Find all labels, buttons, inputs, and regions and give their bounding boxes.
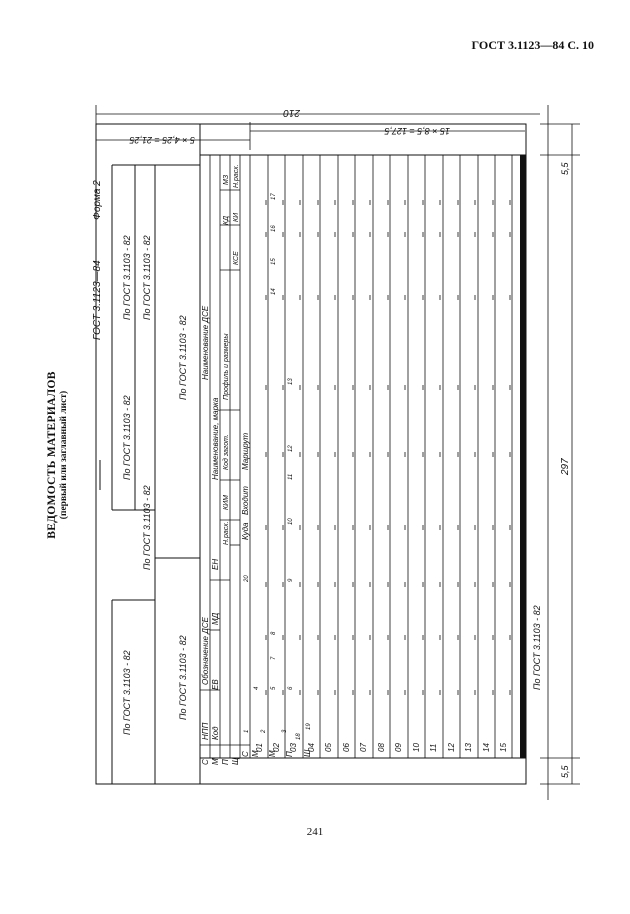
- form-label: Форма 2: [92, 180, 103, 220]
- hdr-ev: ЕВ: [211, 679, 220, 690]
- row-number: 11: [429, 743, 438, 752]
- form-outer-frame: [96, 124, 526, 784]
- hdr-md: МД: [211, 612, 220, 625]
- hdr-kd: КД: [223, 215, 230, 225]
- column-number: 4: [254, 686, 260, 690]
- form-texts: [92, 107, 571, 778]
- row-number: 05: [324, 743, 333, 752]
- row-marker: Щ: [231, 757, 240, 765]
- hdr-kim: КИМ: [223, 495, 230, 510]
- hdr-kse: КСЕ: [233, 251, 240, 265]
- column-number: 9: [288, 578, 294, 582]
- dim-55-bottom: 5,5: [560, 765, 570, 778]
- title-main: ВЕДОМОСТЬ МАТЕРИАЛОВ: [45, 371, 58, 539]
- column-numbers: [244, 193, 312, 740]
- column-number: 8: [271, 631, 277, 635]
- hdr-kod: Код: [211, 726, 220, 740]
- dim-297: 297: [560, 458, 571, 475]
- ref-text-1: По ГОСТ 3.1103 - 82: [122, 235, 132, 320]
- column-number: 3: [282, 729, 288, 733]
- row-number: 12: [447, 743, 456, 752]
- row-number: 02: [272, 743, 281, 752]
- hdr-naim-dse: Наименование ДСЕ: [201, 305, 210, 380]
- column-number: 18: [296, 733, 302, 740]
- column-number: 1: [244, 729, 250, 733]
- title-sub: (первый или заглавный лист): [59, 390, 70, 520]
- column-number: 6: [288, 686, 294, 690]
- hdr-npp: НПП: [201, 722, 210, 740]
- row-marker: М: [251, 750, 260, 757]
- row-number: 04: [307, 743, 316, 752]
- ref-text-8: По ГОСТ 3.1103 - 82: [142, 235, 152, 320]
- column-number: 15: [271, 258, 277, 265]
- ref-text-7: По ГОСТ 3.1103 - 82: [532, 605, 542, 690]
- row-number: 06: [342, 743, 351, 752]
- hdr-marshrut: Маршрут: [241, 432, 250, 470]
- hdr-mz: МЗ: [223, 174, 230, 185]
- page-header: ГОСТ 3.1123—84 С. 10: [471, 38, 594, 52]
- dim-right: 15 × 8,5 = 127,5: [384, 126, 450, 136]
- row-number: 01: [255, 743, 264, 752]
- ref-text-2: По ГОСТ 3.1103 - 82: [122, 395, 132, 480]
- ref-text-3: По ГОСТ 3.1103 - 82: [142, 485, 152, 570]
- row-number: 03: [289, 743, 298, 752]
- row-number: 08: [377, 743, 386, 752]
- row-numbers: [255, 743, 508, 752]
- ref-text-5: По ГОСТ 3.1103 - 82: [178, 315, 188, 400]
- row-number: 09: [394, 743, 403, 752]
- column-number: 19: [306, 723, 312, 730]
- row-number: 14: [482, 743, 491, 752]
- column-number: 13: [288, 378, 294, 385]
- column-number: 12: [288, 445, 294, 452]
- row-marker: П: [221, 759, 230, 765]
- hdr-profil: Профиль и размеры: [223, 333, 230, 400]
- row-marker: С: [241, 751, 250, 757]
- hdr-en: ЕН: [211, 558, 220, 570]
- dim-left: 5 × 4,25 = 21,25: [129, 135, 195, 145]
- hdr-kuda: Куда: [241, 522, 250, 540]
- row-marker: С: [201, 759, 210, 765]
- row-number: 07: [359, 743, 368, 752]
- row-number: 15: [499, 743, 508, 752]
- row-marker: М: [211, 758, 220, 765]
- gost-title: ГОСТ 3.1123—84: [92, 260, 103, 340]
- column-number: 5: [271, 686, 277, 690]
- ref-text-4: По ГОСТ 3.1103 - 82: [122, 650, 132, 735]
- row-marker: П: [285, 751, 294, 757]
- form-right-border: [520, 155, 526, 758]
- dim-210: 210: [283, 107, 300, 118]
- row-marker: М: [268, 750, 277, 757]
- dim-55-top: 5,5: [560, 162, 570, 175]
- column-number: 11: [288, 473, 294, 480]
- row-number: 10: [412, 743, 421, 752]
- hdr-ki: КИ: [233, 212, 240, 222]
- ref-text-6: По ГОСТ 3.1103 - 82: [178, 635, 188, 720]
- column-number: 7: [271, 656, 277, 660]
- hdr-nrash: Н.расх.: [223, 521, 230, 545]
- page-number: 241: [306, 826, 324, 838]
- column-number: 10: [288, 518, 294, 525]
- hdr-naim-marka: Наименование, марка: [211, 397, 220, 480]
- hdr-nrash-2: Н.расх.: [233, 164, 240, 188]
- column-number: 16: [271, 225, 277, 232]
- column-number: 17: [271, 193, 277, 200]
- hdr-oboz-dse: Обозначение ДСЕ: [201, 617, 210, 685]
- column-number: 14: [271, 288, 277, 295]
- column-number: 2: [261, 729, 267, 733]
- hdr-vhodit: Входит: [241, 486, 250, 515]
- row-number: 13: [464, 743, 473, 752]
- column-number: 20: [244, 575, 250, 582]
- hdr-kod-zagot: Код загот.: [223, 434, 230, 470]
- row-marker: Ш: [303, 749, 312, 757]
